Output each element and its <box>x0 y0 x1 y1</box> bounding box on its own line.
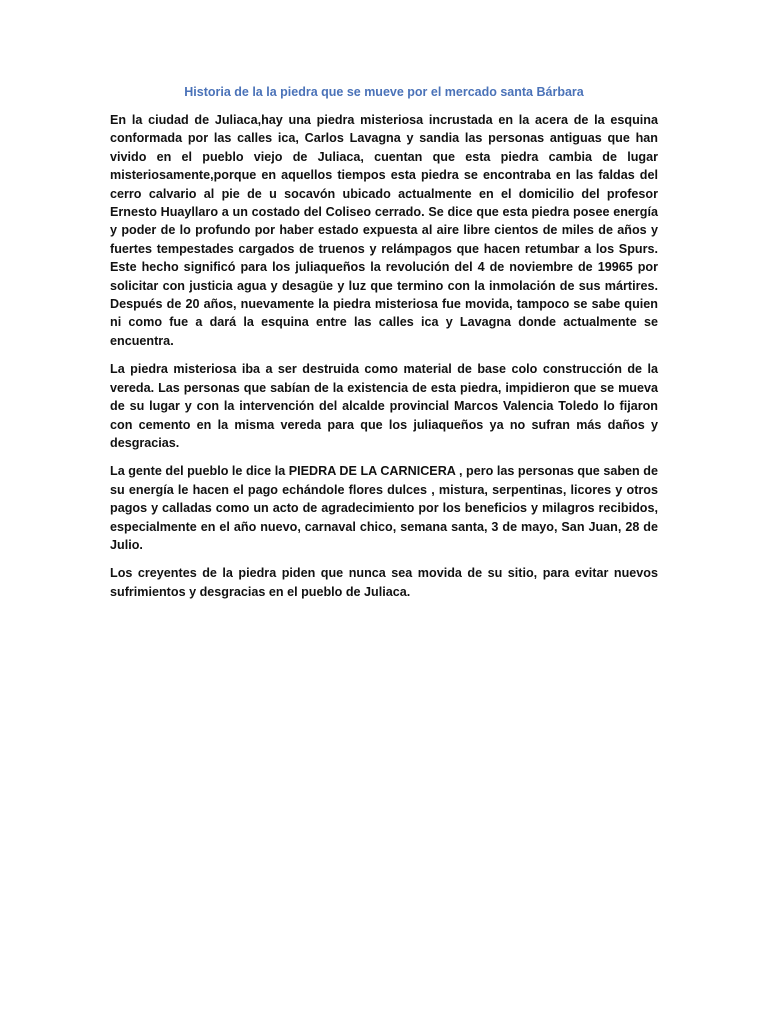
document-title: Historia de la la piedra que se mueve por el mercado santa Bárbara <box>184 85 584 99</box>
document-page <box>110 83 658 611</box>
paragraph-2: La piedra misteriosa iba a ser destruida como material de base colo construcción de la vereda. Las personas que sabían de la existencia de esta piedra, impidieron que se mueva de su lugar y con la intervención del alcalde provincial Marcos Valencia Toledo lo fijaron con cemento en la misma vereda para que los juliaqueños ya no sufran más daños y desgracias. <box>110 362 658 450</box>
paragraph-1: En la ciudad de Juliaca,hay una piedra misteriosa incrustada en la acera de la esquina conformada por las calles ica, Carlos Lavagna y sandia las personas antiguas que han vivido en el pueblo viejo de Juliaca, cuentan que esta piedra cambia de lugar misteriosamente,porque en aquellos tiempos esta piedra se encontraba en las faldas del cerro calvario al pie de u socavón ubicado actualmente en el domicilio del profesor Ernesto Huayllaro a un costado del Coliseo cerrado. Se dice que esta piedra posee energía y poder de lo profundo por haber estado expuesta al aire libre cientos de miles de años y fuertes tempestades cargados de truenos y relámpagos que hacen retumbar a los Spurs. Este hecho significó para los juliaqueños la revolución del 4 de noviembre de 19965 por solicitar con justicia agua y desagüe y luz que termino con la inmolación de sus mártires. Después de 20 años, nuevamente la piedra misteriosa fue movida, tampoco se sabe quien ni como fue a dará la esquina entre las calles ica y Lavagna donde actualmente se encuentra. <box>110 113 658 348</box>
paragraph-4: Los creyentes de la piedra piden que nunca sea movida de su sitio, para evitar nuevos sufrimientos y desgracias en el pueblo de Juliaca. <box>110 566 658 599</box>
paragraph-3: La gente del pueblo le dice la PIEDRA DE LA CARNICERA , pero las personas que saben de su energía le hacen el pago echándole flores dulces , mistura, serpentinas, licores y otros pagos y calladas como un acto de agradecimiento por los beneficios y milagros recibidos, especialmente en el año nuevo, carnaval chico, semana santa, 3 de mayo, San Juan, 28 de Julio. <box>110 464 658 552</box>
